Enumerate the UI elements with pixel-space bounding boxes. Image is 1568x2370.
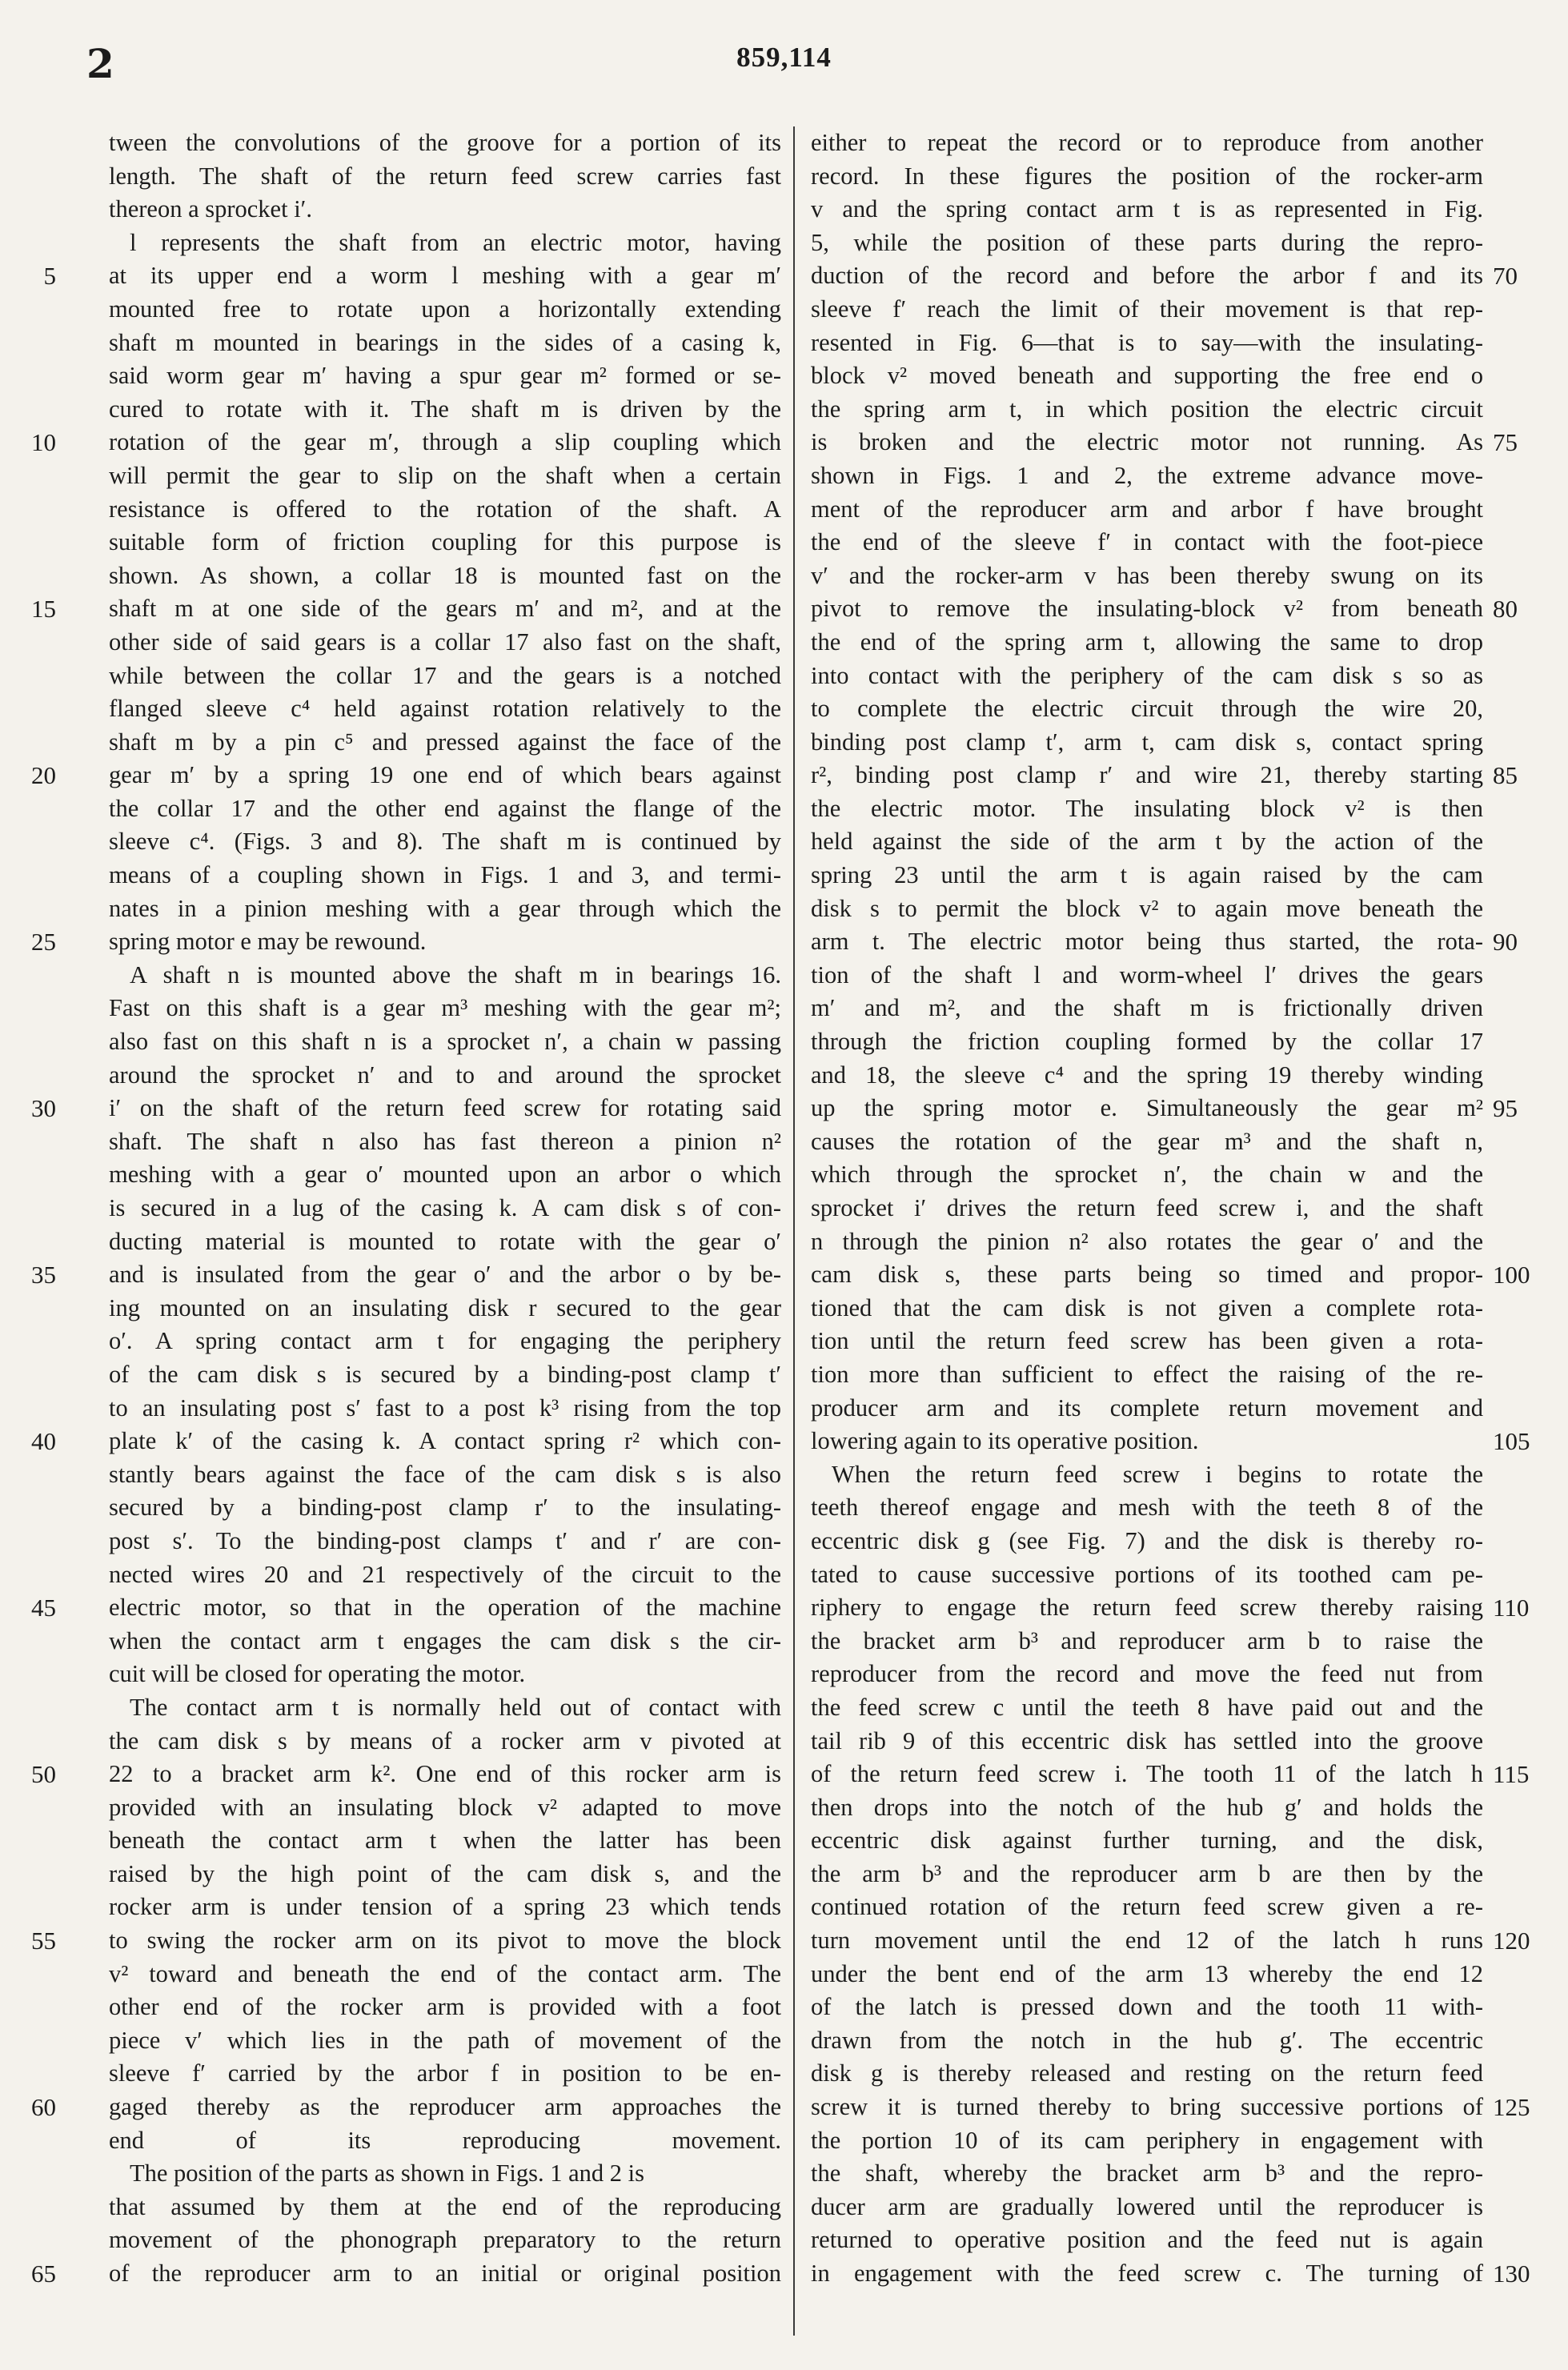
text-line: thereon a sprocket i′. <box>109 195 312 223</box>
text-line: beneath the contact arm t when the latter has been <box>109 1827 781 1855</box>
text-line: rocker arm is under tension of a spring 23 which tends <box>109 1893 781 1921</box>
text-line: spring motor e may be rewound. <box>109 928 427 956</box>
text-line: shaft. The shaft n also has fast thereon a pinion n² <box>109 1127 781 1155</box>
text-line: either to repeat the record or to reproduce from another <box>811 129 1483 156</box>
text-line: the shaft, whereby the bracket arm b³ and the repro- <box>811 2159 1483 2188</box>
text-line: turn movement until the end 12 of the latch h runs <box>811 1927 1483 1955</box>
text-line: eccentric disk against further turning, and the disk, <box>811 1827 1483 1855</box>
line-number-right: 105 <box>1493 1427 1530 1456</box>
right-column <box>811 126 1483 2291</box>
text-line: that assumed by them at the end of the reproducing <box>109 2192 781 2220</box>
text-line: provided with an insulating block v² adapted to move <box>109 1793 781 1821</box>
text-line: under the bent end of the arm 13 whereby the end 12 <box>811 1959 1483 1987</box>
text-line: tail rib 9 of this eccentric disk has settled into the groove <box>811 1726 1483 1754</box>
text-line: m′ and m², and the shaft m is frictionally driven <box>811 994 1483 1022</box>
text-line: piece v′ which lies in the path of movement of the <box>109 2026 781 2054</box>
text-line: shown in Figs. 1 and 2, the extreme advance move- <box>811 461 1483 489</box>
text-line: block v² moved beneath and supporting the free end o <box>811 362 1483 390</box>
text-line: to an insulating post s′ fast to a post k³ rising from the top <box>109 1394 781 1422</box>
text-line: tion of the shaft l and worm-wheel l′ drives the gears <box>811 960 1483 989</box>
line-number-left: 10 <box>31 428 56 457</box>
text-line: duction of the record and before the arbor f and its <box>811 262 1483 290</box>
text-line: o′. A spring contact arm t for engaging the periphery <box>109 1327 781 1355</box>
text-line: which through the sprocket n′, the chain w and the <box>811 1161 1483 1189</box>
text-line: The contact arm t is normally held out of contact with <box>130 1693 781 1721</box>
text-line: A shaft n is mounted above the shaft m in bearings 16. <box>130 960 781 989</box>
text-line: drawn from the notch in the hub g′. The eccentric <box>811 2026 1483 2054</box>
column-divider <box>793 126 795 2336</box>
text-line: gear m′ by a spring 19 one end of which bears against <box>109 761 781 789</box>
text-line: n through the pinion n² also rotates the gear o′ and the <box>811 1227 1483 1255</box>
text-line: to swing the rocker arm on its pivot to move the block <box>109 1927 781 1955</box>
text-line: the cam disk s by means of a rocker arm v pivoted at <box>109 1726 781 1754</box>
text-line: in engagement with the feed screw c. The turning of <box>811 2260 1483 2287</box>
text-line: tween the convolutions of the groove for a portion of its <box>109 129 781 156</box>
text-line: sleeve c⁴. (Figs. 3 and 8). The shaft m is continued by <box>109 828 781 856</box>
text-line: arm t. The electric motor being thus started, the rota- <box>811 928 1483 956</box>
text-line: the electric motor. The insulating block v² is then <box>811 794 1483 822</box>
line-number-right: 110 <box>1493 1594 1530 1622</box>
text-line: nected wires 20 and 21 respectively of the circuit to the <box>109 1560 781 1588</box>
line-number-left: 55 <box>31 1927 56 1955</box>
text-line: v and the spring contact arm t is as represented in Fig. <box>811 195 1483 223</box>
text-line: meshing with a gear o′ mounted upon an arbor o which <box>109 1161 781 1189</box>
text-line: through the friction coupling formed by the collar 17 <box>811 1028 1483 1056</box>
text-line: post s′. To the binding-post clamps t′ and r′ are con- <box>109 1526 781 1554</box>
text-line: returned to operative position and the feed nut is again <box>811 2226 1483 2254</box>
text-line: riphery to engage the return feed screw thereby raising <box>811 1594 1483 1622</box>
text-line: tioned that the cam disk is not given a complete rota- <box>811 1293 1483 1321</box>
text-line: and is insulated from the gear o′ and the arbor o by be- <box>109 1261 781 1289</box>
line-number-right: 125 <box>1493 2093 1530 2122</box>
text-line: 5, while the position of these parts during the repro- <box>811 228 1483 256</box>
text-line: ducer arm are gradually lowered until the reproducer is <box>811 2192 1483 2220</box>
text-line: up the spring motor e. Simultaneously the gear m² <box>811 1094 1483 1122</box>
text-line: means of a coupling shown in Figs. 1 and 3, and termi- <box>109 861 781 889</box>
text-line: r², binding post clamp r′ and wire 21, thereby starting <box>811 761 1483 789</box>
text-line: also fast on this shaft n is a sprocket n′, a chain w passing <box>109 1028 781 1056</box>
text-line: binding post clamp t′, arm t, cam disk s, contact spring <box>811 728 1483 756</box>
line-number-left: 30 <box>31 1094 56 1123</box>
line-number-right: 75 <box>1493 428 1518 457</box>
text-line: the portion 10 of its cam periphery in engagement with <box>811 2126 1483 2154</box>
text-line: said worm gear m′ having a spur gear m² formed or se- <box>109 362 781 390</box>
text-line: of the reproducer arm to an initial or original position <box>109 2260 781 2287</box>
text-line: electric motor, so that in the operation of the machine <box>109 1594 781 1622</box>
text-line: to complete the electric circuit through the wire 20, <box>811 695 1483 723</box>
text-line: tion until the return feed screw has been given a rota- <box>811 1327 1483 1355</box>
line-number-right: 130 <box>1493 2260 1530 2288</box>
text-line: Fast on this shaft is a gear m³ meshing with the gear m²; <box>109 994 781 1022</box>
text-line: other end of the rocker arm is provided with a foot <box>109 1993 781 2021</box>
line-number-right: 85 <box>1493 761 1518 790</box>
text-line: continued rotation of the return feed screw given a re- <box>811 1893 1483 1921</box>
text-line: cam disk s, these parts being so timed and propor- <box>811 1261 1483 1289</box>
text-line: l represents the shaft from an electric motor, having <box>130 228 781 256</box>
text-line: at its upper end a worm l meshing with a gear m′ <box>109 262 781 290</box>
line-number-left: 15 <box>31 595 56 624</box>
line-number-left: 5 <box>43 262 56 291</box>
text-line: resistance is offered to the rotation of the shaft. A <box>109 495 781 523</box>
line-number-right: 90 <box>1493 928 1518 956</box>
text-line: and 18, the sleeve c⁴ and the spring 19 thereby winding <box>811 1061 1483 1089</box>
text-line: producer arm and its complete return movement and <box>811 1394 1483 1422</box>
text-line: while between the collar 17 and the gears is a notched <box>109 661 781 689</box>
text-line: ducting material is mounted to rotate with the gear o′ <box>109 1227 781 1255</box>
text-line: length. The shaft of the return feed screw carries fast <box>109 162 781 190</box>
line-number-left: 45 <box>31 1594 56 1622</box>
text-line: into contact with the periphery of the cam disk s so as <box>811 661 1483 689</box>
text-line: plate k′ of the casing k. A contact spring r² which con- <box>109 1427 781 1455</box>
line-number-right: 100 <box>1493 1261 1530 1289</box>
text-line: eccentric disk g (see Fig. 7) and the disk is thereby ro- <box>811 1526 1483 1554</box>
line-number-right: 120 <box>1493 1927 1530 1955</box>
line-number-left: 60 <box>31 2093 56 2122</box>
text-line: gaged thereby as the reproducer arm approaches the <box>109 2093 781 2121</box>
text-line: When the return feed screw i begins to rotate the <box>832 1460 1483 1488</box>
text-line: shaft m at one side of the gears m′ and m², and at the <box>109 595 781 623</box>
text-line: sprocket i′ drives the return feed screw i, and the shaft <box>811 1194 1483 1221</box>
line-number-left: 35 <box>31 1261 56 1289</box>
text-line: causes the rotation of the gear m³ and the shaft n, <box>811 1127 1483 1155</box>
text-line: the arm b³ and the reproducer arm b are then by the <box>811 1859 1483 1887</box>
text-line: raised by the high point of the cam disk s, and the <box>109 1859 781 1887</box>
text-line: of the return feed screw i. The tooth 11 of the latch h <box>811 1760 1483 1788</box>
text-line: tion more than sufficient to effect the raising of the re- <box>811 1360 1483 1388</box>
line-number-left: 20 <box>31 761 56 790</box>
patent-number: 859,114 <box>736 42 832 73</box>
text-line: v′ and the rocker-arm v has been thereby swung on its <box>811 561 1483 589</box>
line-number-left: 65 <box>31 2260 56 2288</box>
text-line: v² toward and beneath the end of the contact arm. The <box>109 1959 781 1987</box>
text-line: around the sprocket n′ and to and around the sprocket <box>109 1061 781 1089</box>
text-line: resented in Fig. 6—that is to say—with the insulating- <box>811 328 1483 356</box>
line-number-right: 70 <box>1493 262 1518 291</box>
text-line: The position of the parts as shown in Figs. 1 and 2 is <box>130 2159 645 2188</box>
text-line: movement of the phonograph preparatory to the return <box>109 2226 781 2254</box>
text-line: screw it is turned thereby to bring successive portions of <box>811 2093 1483 2121</box>
text-line: stantly bears against the face of the cam disk s is also <box>109 1460 781 1488</box>
text-line: is secured in a lug of the casing k. A cam disk s of con- <box>109 1194 781 1221</box>
text-line: shaft m mounted in bearings in the sides of a casing k, <box>109 328 781 356</box>
text-line: end of its reproducing movement. <box>109 2126 781 2154</box>
text-line: cured to rotate with it. The shaft m is driven by the <box>109 395 781 423</box>
text-line: will permit the gear to slip on the shaft when a certain <box>109 461 781 489</box>
text-line: shaft m by a pin c⁵ and pressed against the face of the <box>109 728 781 756</box>
text-line: other side of said gears is a collar 17 also fast on the shaft, <box>109 628 781 656</box>
line-number-right: 95 <box>1493 1094 1518 1123</box>
line-number-right: 80 <box>1493 595 1518 624</box>
text-line: disk s to permit the block v² to again move beneath the <box>811 894 1483 922</box>
text-line: secured by a binding-post clamp r′ to the insulating- <box>109 1494 781 1522</box>
line-number-left: 25 <box>31 928 56 956</box>
left-column <box>109 126 781 2291</box>
line-number-left: 40 <box>31 1427 56 1456</box>
line-number-right: 115 <box>1493 1760 1530 1789</box>
text-line: reproducer from the record and move the feed nut from <box>811 1660 1483 1688</box>
text-line: cuit will be closed for operating the motor. <box>109 1660 526 1688</box>
text-line: the spring arm t, in which position the electric circuit <box>811 395 1483 423</box>
text-line: is broken and the electric motor not running. As <box>811 428 1483 456</box>
text-line: of the latch is pressed down and the tooth 11 with- <box>811 1993 1483 2021</box>
text-line: spring 23 until the arm t is again raised by the cam <box>811 861 1483 889</box>
page-number: 2 <box>86 40 114 87</box>
text-line: when the contact arm t engages the cam disk s the cir- <box>109 1626 781 1654</box>
text-line: the end of the sleeve f′ in contact with the foot-piece <box>811 528 1483 556</box>
text-line: tated to cause successive portions of its toothed cam pe- <box>811 1560 1483 1588</box>
text-line: i′ on the shaft of the return feed screw for rotating said <box>109 1094 781 1122</box>
text-line: flanged sleeve c⁴ held against rotation relatively to the <box>109 695 781 723</box>
text-line: lowering again to its operative position. <box>811 1427 1199 1455</box>
text-line: ment of the reproducer arm and arbor f have brought <box>811 495 1483 523</box>
text-line: sleeve f′ reach the limit of their movement is that rep- <box>811 295 1483 323</box>
text-line: rotation of the gear m′, through a slip coupling which <box>109 428 781 456</box>
text-line: of the cam disk s is secured by a binding-post clamp t′ <box>109 1360 781 1388</box>
text-line: mounted free to rotate upon a horizontally extending <box>109 295 781 323</box>
text-line: sleeve f′ carried by the arbor f in position to be en- <box>109 2059 781 2087</box>
text-line: pivot to remove the insulating-block v² from beneath <box>811 595 1483 623</box>
line-number-left: 50 <box>31 1760 56 1789</box>
text-line: shown. As shown, a collar 18 is mounted fast on the <box>109 561 781 589</box>
text-line: nates in a pinion meshing with a gear through which the <box>109 894 781 922</box>
text-line: held against the side of the arm t by the action of the <box>811 828 1483 856</box>
text-line: ing mounted on an insulating disk r secured to the gear <box>109 1293 781 1321</box>
text-line: record. In these figures the position of the rocker-arm <box>811 162 1483 190</box>
text-line: the end of the spring arm t, allowing the same to drop <box>811 628 1483 656</box>
text-line: suitable form of friction coupling for this purpose is <box>109 528 781 556</box>
text-line: then drops into the notch of the hub g′ and holds the <box>811 1793 1483 1821</box>
text-line: the collar 17 and the other end against the flange of the <box>109 794 781 822</box>
text-line: 22 to a bracket arm k². One end of this rocker arm is <box>109 1760 781 1788</box>
text-line: the feed screw c until the teeth 8 have paid out and the <box>811 1693 1483 1721</box>
text-line: the bracket arm b³ and reproducer arm b to raise the <box>811 1626 1483 1654</box>
text-line: disk g is thereby released and resting on the return feed <box>811 2059 1483 2087</box>
text-line: teeth thereof engage and mesh with the teeth 8 of the <box>811 1494 1483 1522</box>
